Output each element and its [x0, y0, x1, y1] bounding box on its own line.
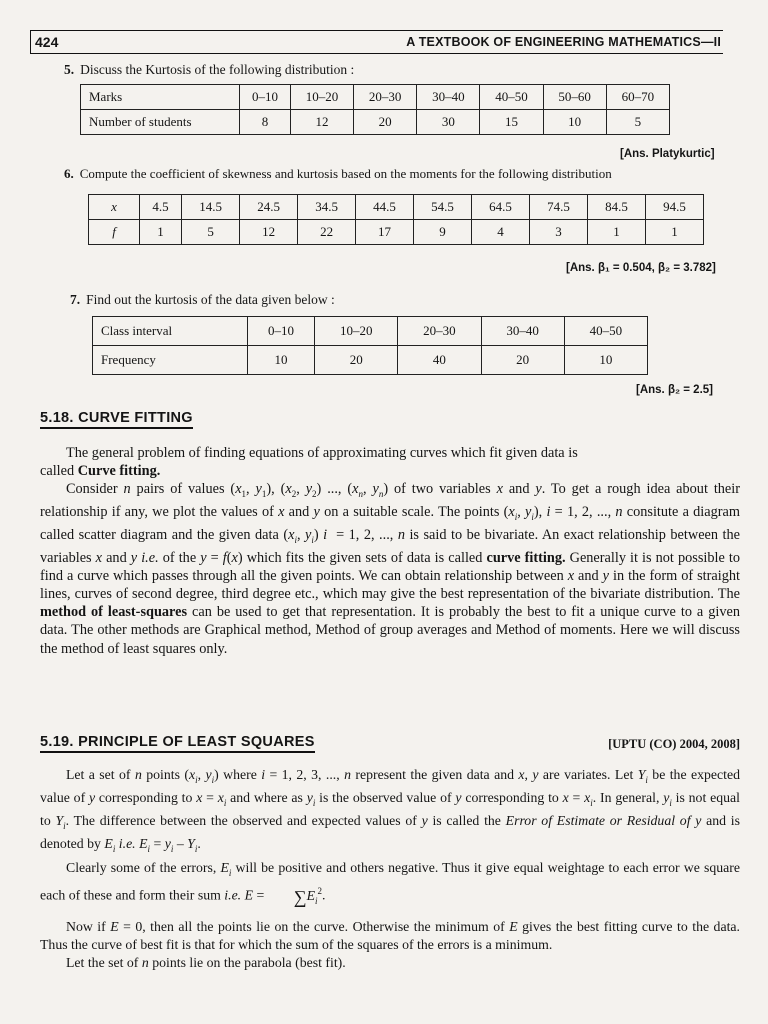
question-7: 7. Find out the kurtosis of the data given below : — [70, 292, 335, 307]
table-cell: 5 — [182, 220, 240, 245]
table-cell: 20 — [315, 346, 398, 375]
table-cell: 20 — [481, 346, 564, 375]
table-row — [81, 85, 670, 110]
table-cell: 8 — [240, 110, 291, 135]
table-cell: 40–50 — [564, 317, 647, 346]
table-cell: 64.5 — [472, 195, 530, 220]
table-cell: 4 — [472, 220, 530, 245]
table-cell: 0–10 — [248, 317, 315, 346]
q5-answer: [Ans. Platykurtic] — [620, 148, 715, 160]
table-cell: 1 — [588, 220, 646, 245]
table-cell: 30 — [417, 110, 480, 135]
section-heading-least-squares: 5.19. PRINCIPLE OF LEAST SQUARES — [40, 734, 315, 753]
table-cell: 17 — [356, 220, 414, 245]
paragraph: Now if E = 0, then all the points lie on the curve. Otherwise the minimum of E gives the best fitting curve to the data. Thus the curve of best fit is that for which the sum of the squares of the errors is a minimum. — [40, 918, 740, 952]
q6-table — [88, 194, 704, 245]
question-5: 5. Discuss the Kurtosis of the following distribution : — [64, 62, 355, 77]
table-cell: 10–20 — [290, 85, 353, 110]
table-cell: 15 — [480, 110, 543, 135]
paragraph: Clearly some of the errors, $E_i$ will be positive and others negative. Thus it give equal weightage to each error we square each of these and form their sum i.e. $E = \sum E_i^2$. — [40, 860, 740, 907]
table-cell: 10 — [543, 110, 606, 135]
paragraph: The general problem of finding equations of approximating curves which fit given data is — [66, 445, 578, 461]
table-cell: 50–60 — [543, 85, 606, 110]
section-518-body — [40, 444, 740, 658]
table-cell: 30–40 — [417, 85, 480, 110]
table-cell: 5 — [606, 110, 669, 135]
table-row — [89, 220, 704, 245]
table-cell: 0–10 — [240, 85, 291, 110]
table-cell: 1 — [140, 220, 182, 245]
q7-answer: [Ans. β₂ = 2.5] — [636, 384, 713, 396]
table-cell: 34.5 — [298, 195, 356, 220]
section-reference: [UPTU (CO) 2004, 2008] — [608, 737, 740, 751]
book-title: A TEXTBOOK OF ENGINEERING MATHEMATICS—II — [406, 35, 721, 49]
table-cell: f — [89, 220, 140, 245]
question-6-text: Compute the coefficient of skewness and kurtosis based on the moments for the following distribution — [79, 166, 612, 181]
table-cell: 94.5 — [645, 195, 703, 220]
table-cell: 10–20 — [315, 317, 398, 346]
table-row — [81, 110, 670, 135]
table-row — [93, 346, 648, 375]
q6-answer: [Ans. β₁ = 0.504, β₂ = 3.782] — [566, 262, 716, 274]
table-cell: Number of students — [81, 110, 240, 135]
table-cell: 20–30 — [398, 317, 481, 346]
table-cell: 12 — [290, 110, 353, 135]
q5-table — [80, 84, 670, 135]
table-cell: 4.5 — [140, 195, 182, 220]
paragraph: Consider n pairs of values ($x_1$, $y_1$), ($x_2$, $y_2$) ..., ($x_n$, $y_n$) of two variables x and y. To get a rough idea about their relationship if any, we plot the values of x and y on a suitable scale. The points ($x_i$, $y_i$), i = 1, 2, ..., n consitute a diagram called scatter diagram and the given data ($x_i$, $y_i$) i = 1, 2, ..., n is said to be bivariate. An exact relationship between the variables x and y i.e. of the y = f(x) which fits the given sets of data is called curve fitting. Generally it is not possible to find a curve which passes through all the given points. We can obtain relationship between x and y in the form of straight lines, curves of second degree, third degree etc., which may give the best representation of the bivariate distribution. The method of least-squares can be used to get that representation. It is probably the best to fit a unique curve to a given data. The other methods are Graphical method, Method of group averages and Method of moments. Here we will discuss the method of least squares only. — [40, 481, 741, 657]
table-cell: 24.5 — [240, 195, 298, 220]
table-cell: 54.5 — [414, 195, 472, 220]
paragraph: Let the set of n points lie on the parabola (best fit). — [66, 954, 346, 970]
table-cell: 12 — [240, 220, 298, 245]
table-cell: 60–70 — [606, 85, 669, 110]
page-number: 424 — [35, 34, 59, 50]
table-cell: 40–50 — [480, 85, 543, 110]
table-row — [89, 195, 704, 220]
page-header — [30, 30, 723, 54]
table-cell: 9 — [414, 220, 472, 245]
paragraph: called Curve fitting. — [40, 463, 161, 480]
table-cell: 20 — [354, 110, 417, 135]
table-row — [93, 317, 648, 346]
table-cell: 10 — [564, 346, 647, 375]
table-cell: x — [89, 195, 140, 220]
table-cell: 10 — [248, 346, 315, 375]
section-519-body — [40, 766, 740, 972]
table-cell: Class interval — [93, 317, 248, 346]
table-cell: 20–30 — [354, 85, 417, 110]
table-cell: 84.5 — [588, 195, 646, 220]
table-cell: Marks — [81, 85, 240, 110]
table-cell: 3 — [530, 220, 588, 245]
table-cell: 14.5 — [182, 195, 240, 220]
table-cell: 74.5 — [530, 195, 588, 220]
table-cell: 30–40 — [481, 317, 564, 346]
table-cell: 1 — [645, 220, 703, 245]
q7-table — [92, 316, 648, 375]
question-7-text: Find out the kurtosis of the data given below : — [86, 292, 335, 307]
table-cell: 44.5 — [356, 195, 414, 220]
section-heading-curve-fitting: 5.18. CURVE FITTING — [40, 410, 193, 429]
table-cell: 22 — [298, 220, 356, 245]
table-cell: 40 — [398, 346, 481, 375]
question-5-text: Discuss the Kurtosis of the following distribution : — [80, 62, 355, 77]
question-6: 6. Compute the coefficient of skewness and kurtosis based on the moments for the following distribution — [64, 166, 612, 181]
table-cell: Frequency — [93, 346, 248, 375]
paragraph: Let a set of n points ($x_i$, $y_i$) where i = 1, 2, 3, ..., n represent the given data and x, y are variates. Let $Y_i$ be the expected value of y corresponding to $x = x_i$ and where as $y_i$ is the observed value of y corresponding to $x = x_i$. In general, $y_i$ is not equal to $Y_i$. The difference between the observed and expected values of y is called the Error of Estimate or Residual of y and is denoted by $E_i$ i.e. $E_i = y_i - Y_i$. — [40, 767, 740, 854]
